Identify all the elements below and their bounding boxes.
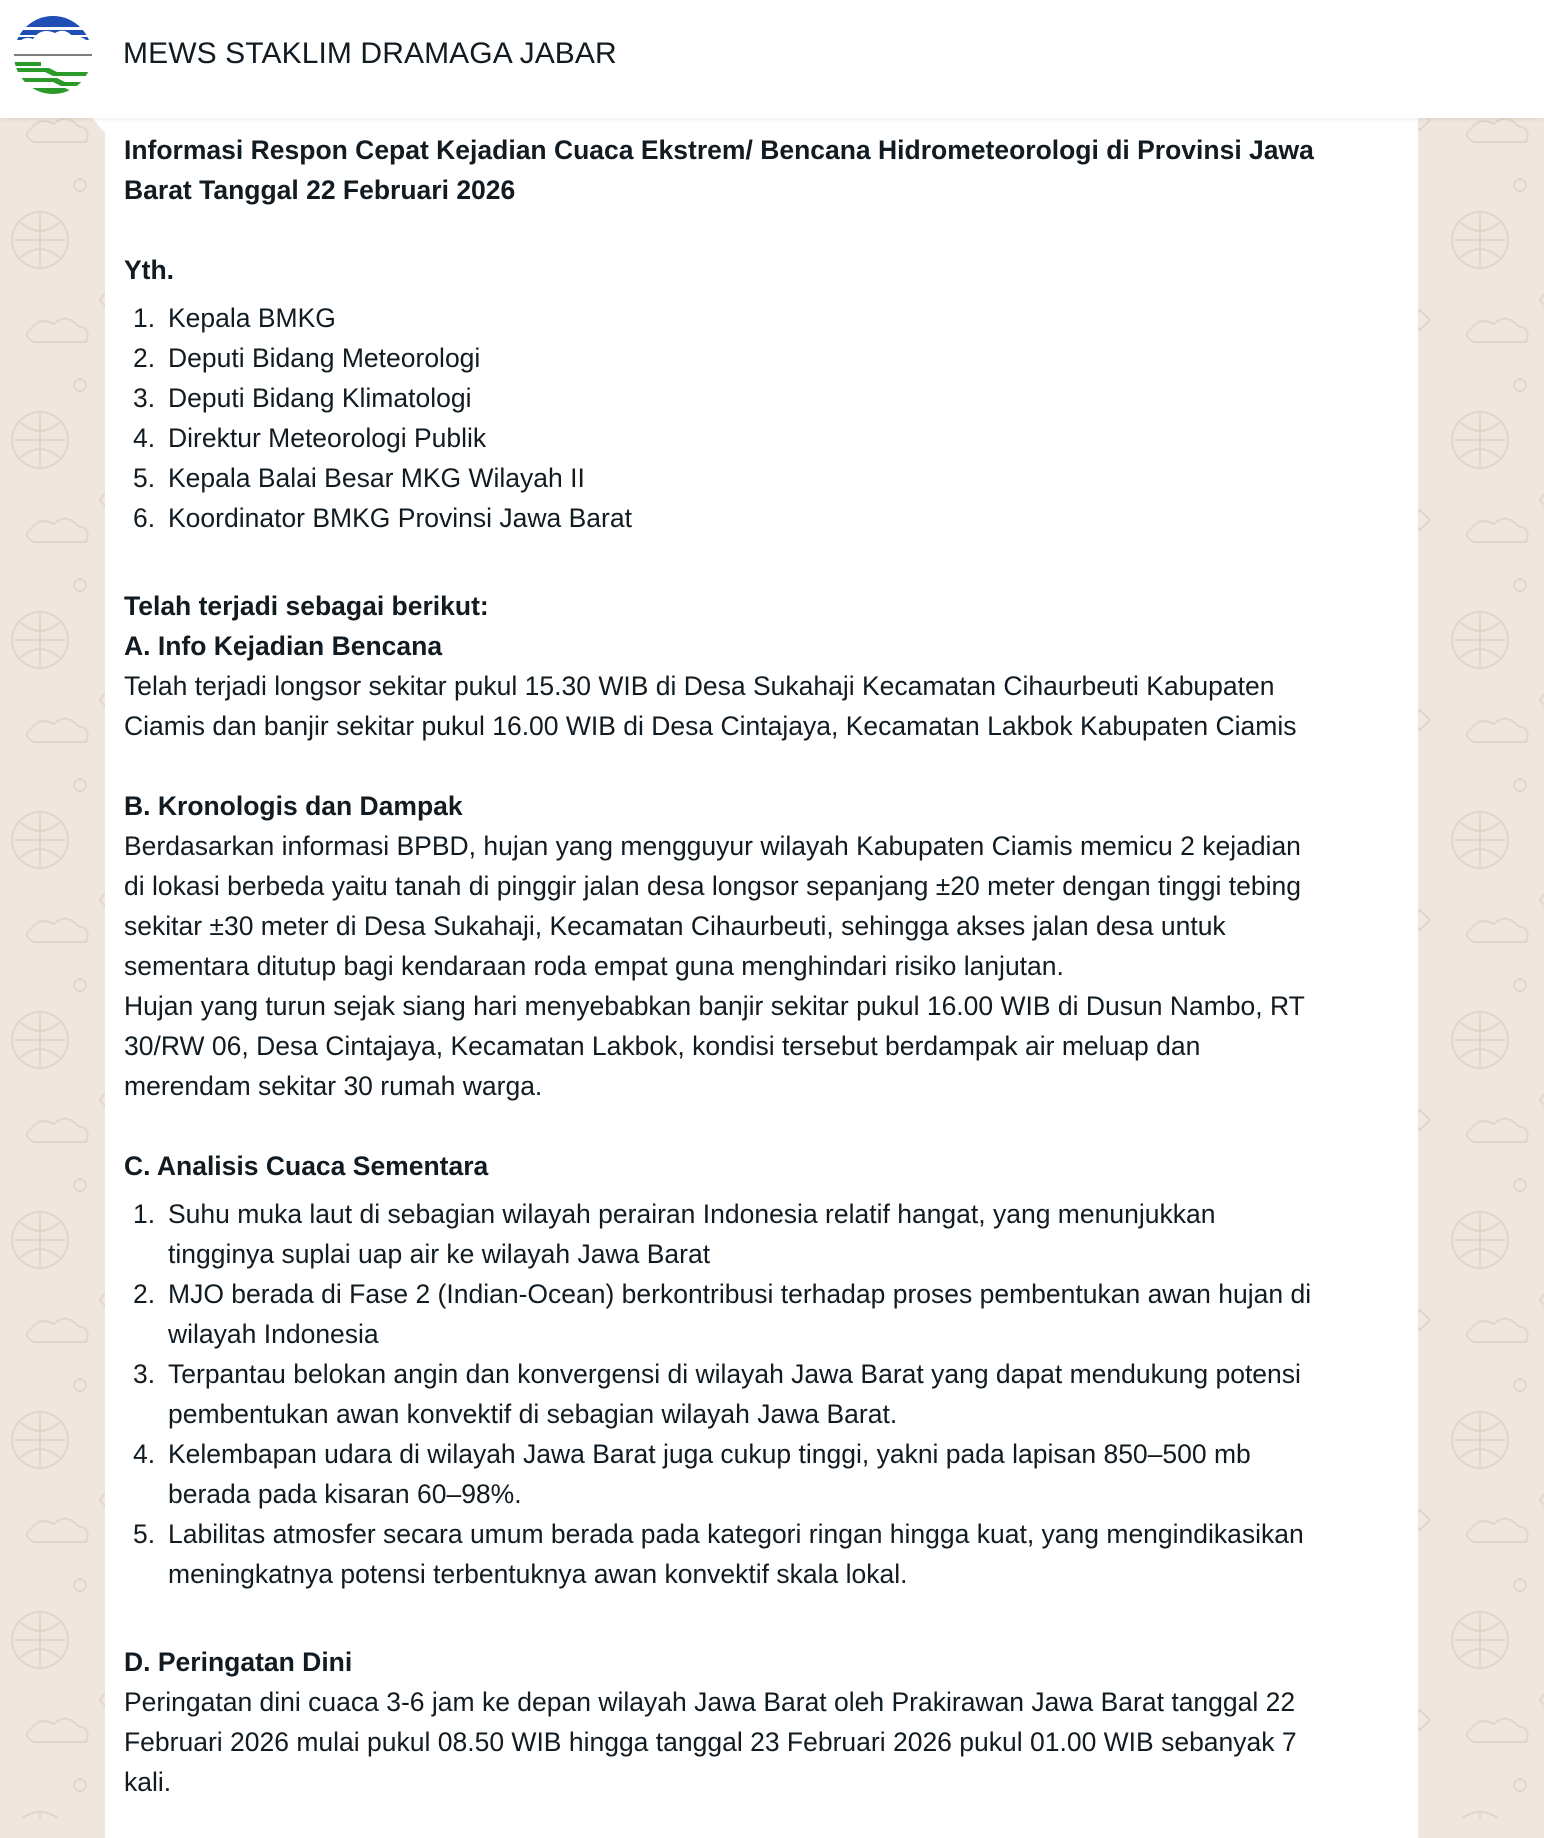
recipient-item: 2. Deputi Bidang Meteorologi bbox=[133, 343, 481, 373]
section-b-line: Hujan yang turun sejak siang hari menyebabkan banjir sekitar pukul 16.00 WIB di Dusun Nambo, RT bbox=[124, 991, 1305, 1021]
analysis-list bbox=[124, 1194, 1424, 1594]
section-a-line: Ciamis dan banjir sekitar pukul 16.00 WIB di Desa Cintajaya, Kecamatan Lakbok Kabupaten Ciamis bbox=[124, 711, 1297, 741]
analysis-item: 5. Labilitas atmosfer secara umum berada pada kategori ringan hingga kuat, yang mengindikasikan meningkatnya potensi terbentuknya awan konvektif skala lokal. bbox=[133, 1519, 1304, 1589]
message-title-line-1: Informasi Respon Cepat Kejadian Cuaca Ekstrem/ Bencana Hidrometeorologi di Provinsi Jawa bbox=[124, 135, 1314, 165]
analysis-item: 4. Kelembapan udara di wilayah Jawa Barat juga cukup tinggi, yakni pada lapisan 850–500 mb berada pada kisaran 60–98%. bbox=[133, 1439, 1251, 1509]
intro-text: Telah terjadi sebagai berikut: bbox=[124, 591, 489, 621]
analysis-item: 3. Terpantau belokan angin dan konvergensi di wilayah Jawa Barat yang dapat mendukung potensi pembentukan awan konvektif di sebagian wilayah Jawa Barat. bbox=[133, 1359, 1301, 1429]
section-b-line: merendam sekitar 30 rumah warga. bbox=[124, 1071, 543, 1101]
message-content bbox=[124, 130, 1424, 1802]
section-d-line: kali. bbox=[124, 1767, 172, 1797]
section-b-line: sementara ditutup bagi kendaraan roda empat guna menghindari risiko lanjutan. bbox=[124, 951, 1064, 981]
recipients-label: Yth. bbox=[124, 255, 175, 285]
recipient-item: 5. Kepala Balai Besar MKG Wilayah II bbox=[133, 463, 585, 493]
section-d-line: Februari 2026 mulai pukul 08.50 WIB hingga tanggal 23 Februari 2026 pukul 01.00 WIB sebanyak 7 bbox=[124, 1727, 1297, 1757]
section-a-line: Telah terjadi longsor sekitar pukul 15.30 WIB di Desa Sukahaji Kecamatan Cihaurbeuti Kabupaten bbox=[124, 671, 1275, 701]
section-b-line: sekitar ±30 meter di Desa Sukahaji, Kecamatan Cihaurbeuti, sehingga akses jalan desa untuk bbox=[124, 911, 1226, 941]
recipient-item: 3. Deputi Bidang Klimatologi bbox=[133, 383, 472, 413]
recipient-item: 4. Direktur Meteorologi Publik bbox=[133, 423, 487, 453]
message-title-line-2: Barat Tanggal 22 Februari 2026 bbox=[124, 175, 516, 205]
analysis-item: 1. Suhu muka laut di sebagian wilayah perairan Indonesia relatif hangat, yang menunjukkan tingginya suplai uap air ke wilayah Jawa Barat bbox=[133, 1199, 1216, 1269]
bubble-tail bbox=[92, 118, 106, 134]
section-b-line: di lokasi berbeda yaitu tanah di pinggir jalan desa longsor sepanjang ±20 meter dengan tinggi tebing bbox=[124, 871, 1301, 901]
chat-header bbox=[0, 0, 1544, 118]
section-d-heading: D. Peringatan Dini bbox=[124, 1647, 353, 1677]
section-a-heading: A. Info Kejadian Bencana bbox=[124, 631, 443, 661]
recipients-list bbox=[124, 298, 1424, 538]
section-b-line: 30/RW 06, Desa Cintajaya, Kecamatan Lakbok, kondisi tersebut berdampak air meluap dan bbox=[124, 1031, 1201, 1061]
section-b-heading: B. Kronologis dan Dampak bbox=[124, 791, 463, 821]
recipient-item: 6. Koordinator BMKG Provinsi Jawa Barat bbox=[133, 503, 632, 533]
recipient-item: 1. Kepala BMKG bbox=[133, 303, 336, 333]
section-d-line: Peringatan dini cuaca 3-6 jam ke depan wilayah Jawa Barat oleh Prakirawan Jawa Barat tanggal 22 bbox=[124, 1687, 1296, 1717]
channel-avatar[interactable] bbox=[13, 15, 93, 95]
bmkg-logo-icon bbox=[13, 15, 93, 95]
section-c-heading: C. Analisis Cuaca Sementara bbox=[124, 1151, 489, 1181]
channel-name[interactable]: MEWS STAKLIM DRAMAGA JABAR bbox=[123, 37, 617, 70]
analysis-item: 2. MJO berada di Fase 2 (Indian-Ocean) berkontribusi terhadap proses pembentukan awan hujan di wilayah Indonesia bbox=[133, 1279, 1312, 1349]
section-b-line: Berdasarkan informasi BPBD, hujan yang mengguyur wilayah Kabupaten Ciamis memicu 2 kejadian bbox=[124, 831, 1301, 861]
